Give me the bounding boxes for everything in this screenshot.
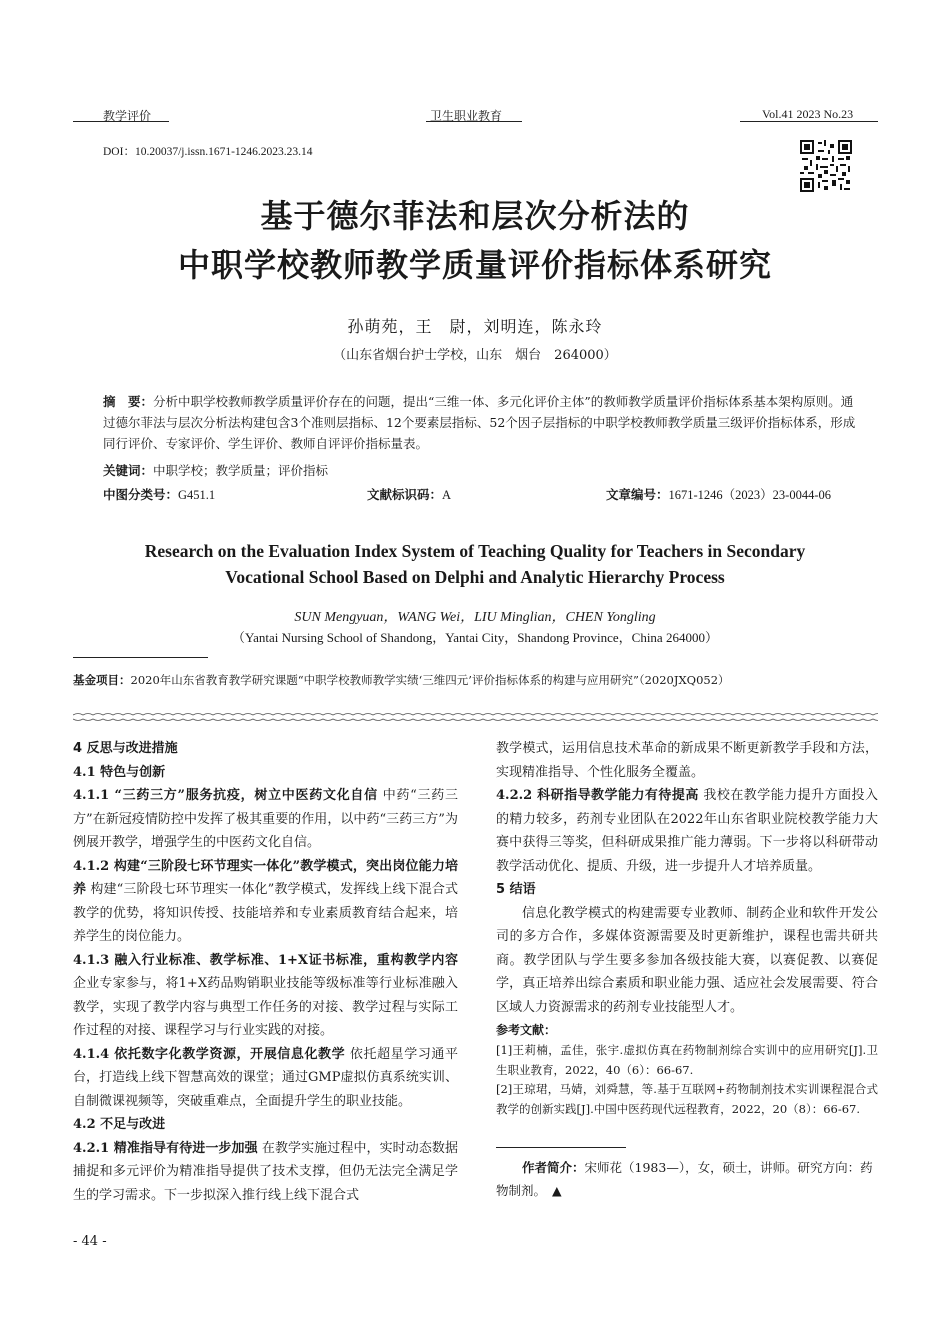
english-title-line2: Vocational School Based on Delphi and Analytic Hierarchy Process: [225, 567, 725, 587]
art-label: 文章编号：: [606, 487, 669, 502]
end-mark-icon: ▲: [552, 1183, 562, 1198]
header-rule-right: [740, 121, 878, 122]
body-4-2-1: 在教学实施过程中，实时动态数据捕捉和多元评价为精准指导提供了技术支撑，但仍无法完全满足学生的学习需求。下一步拟深入推行线上线下混合式: [73, 1140, 458, 1203]
fund-rule: [73, 657, 208, 658]
fund-label: 基金项目：: [73, 673, 131, 687]
abstract-label: 摘 要：: [103, 394, 154, 409]
left-column: [73, 737, 458, 1207]
paper-title-line2: 中职学校教师教学质量评价指标体系研究: [177, 246, 772, 284]
paragraph-continued: 教学模式，运用信息技术革命的新成果不断更新教学手段和方法，实现精准指导、个性化服务全覆盖。: [496, 741, 878, 780]
author-list: 孙萌苑，王 尉，刘明连，陈永玲: [347, 317, 603, 336]
clc-label: 中图分类号：: [103, 487, 179, 502]
author-note: [496, 1156, 878, 1202]
running-header-section: 教学评价: [103, 109, 152, 123]
author-note-label: 作者简介：: [522, 1160, 585, 1175]
clc-number: [103, 485, 215, 503]
heading-4-1-4: 4.1.4 依托数字化教学资源，开展信息化教学: [73, 1046, 346, 1062]
doc-value: A: [442, 488, 452, 502]
body-4-2-2: 我校在教学能力提升方面投入的精力较多，药剂专业团队在2022年山东省职业院校教学能力大赛中获得三等奖，但科研成果推广能力薄弱。下一步将以科研带动教学活动优化、提质、升级，进一步提升人才培养质量。: [496, 788, 878, 874]
keywords-label: 关键词：: [103, 463, 154, 478]
paragraph-4-1-3: [73, 949, 458, 1043]
author-note-rule: [496, 1147, 626, 1148]
section-heading-4: 4 反思与改进措施: [73, 741, 178, 756]
section-heading-5: 5 结语: [496, 882, 536, 897]
wavy-divider: [73, 712, 878, 722]
english-title: [0, 538, 950, 590]
document-code: [367, 485, 451, 503]
right-column: [496, 737, 878, 1119]
subsection-heading-4-2: 4.2 不足与改进: [73, 1117, 166, 1132]
paragraph-4-1-4: [73, 1043, 458, 1114]
body-4-1-2: 构建“三阶段七环节理实一体化”教学模式，发挥线上线下混合式教学的优势，将知识传授、技能培养和专业素质教育结合起来，培养学生的岗位能力。: [73, 882, 458, 944]
paragraph-4-1-1: [73, 784, 458, 855]
heading-4-2-1: 4.2.1 精准指导有待进一步加强: [73, 1140, 258, 1156]
body-4-1-4: 依托超星学习通平台，打造线上线下智慧高效的课堂；通过GMP虚拟仿真系统实训、自制微课视频等，突破重难点，全面提升学生的职业技能。: [73, 1046, 458, 1109]
english-authors: SUN Mengyuan，WANG Wei，LIU Minglian，CHEN Yongling: [294, 610, 656, 625]
heading-4-2-2: 4.2.2 科研指导教学能力有待提高: [496, 788, 699, 803]
paragraph-4-2-2: [496, 784, 878, 878]
paragraph-4-1-2: [73, 855, 458, 949]
heading-4-1-2: 4.1.2 构建“三阶段七环节理实一体化”教学模式，突出岗位能力培养: [73, 858, 458, 897]
english-affiliation: （Yantai Nursing School of Shandong，Yantai City，Shandong Province，China 264000）: [232, 630, 718, 645]
running-header-journal: 卫生职业教育: [430, 109, 503, 123]
paragraph-5: 信息化教学模式的构建需要专业教师、制药企业和软件开发公司的多方合作，多媒体资源需要及时更新维护，课程也需共研共商。教学团队与学生要多参加各级技能大赛，以赛促教、以赛促学，真正培养出综合素质和职业能力强、适应社会发展需要、符合区域人力资源需求的药剂专业技能型人才。: [496, 905, 878, 1015]
abstract: [103, 391, 863, 454]
article-number: [606, 485, 831, 503]
affiliation: （山东省烟台护士学校，山东 烟台 264000）: [333, 348, 617, 363]
body-4-1-1: 中药“三药三方”在新冠疫情防控中发挥了极其重要的作用，以中药“三药三方”为例展开教学，增强学生的中医药文化自信。: [73, 788, 458, 850]
subsection-heading-4-1: 4.1 特色与创新: [73, 764, 166, 780]
fund-note: [73, 672, 873, 688]
header-rule-center: [426, 121, 522, 122]
body-4-1-3: 企业专家参与，将1+X药品购销职业技能等级标准等行业标准融入教学，实现了教学内容与典型工作任务的对接、教学过程与实际工作过程的对接、课程学习与行业实践的对接。: [73, 976, 458, 1038]
english-title-line1: Research on the Evaluation Index System of Teaching Quality for Teachers in Secondary: [144, 541, 806, 561]
page-number: - 44 -: [73, 1234, 107, 1249]
doi: DOI：10.20037/j.issn.1671-1246.2023.23.14: [103, 146, 313, 158]
paragraph-4-2-1: [73, 1137, 458, 1208]
references-heading: 参考文献：: [496, 1023, 557, 1037]
qr-code-icon: [800, 140, 852, 192]
reference-1: [1]王莉楠，孟佳，张宇.虚拟仿真在药物制剂综合实训中的应用研究[J].卫生职业教育，2022，40（6）：66-67.: [496, 1043, 878, 1077]
keywords-text: 中职学校；教学质量；评价指标: [153, 463, 329, 478]
header-rule-left: [73, 121, 169, 122]
heading-4-1-3: 4.1.3 融入行业标准、教学标准、1+X证书标准，重构教学内容: [73, 952, 458, 968]
reference-2: [2]王琼珺，马婧，刘舜慧，等.基于互联网+药物制剂技术实训课程混合式教学的创新实践[J].中国中医药现代远程教育，2022，20（8）：66-67.: [496, 1082, 878, 1116]
doc-label: 文献标识码：: [367, 487, 443, 502]
running-header-volume: Vol.41 2023 No.23: [762, 107, 854, 121]
abstract-text: 分析中职学校教师教学质量评价存在的问题，提出“三维一体、多元化评价主体”的教师教学质量评价指标体系基本架构原则。通过德尔菲法与层次分析法构建包含3个准则层指标、12个要素层指标、52个因子层指标的中职学校教师教学质量三级评价指标体系，形成同行评价、专家评价、学生评价、教师自评评价指标量表。: [103, 394, 856, 451]
art-value: 1671-1246（2023）23-0044-06: [668, 488, 832, 502]
keywords: [103, 461, 328, 479]
heading-4-1-1: 4.1.1 “三药三方”服务抗疫，树立中医药文化自信: [73, 788, 378, 803]
fund-text: 2020年山东省教育教学研究课题“中职学校教师教学实绩‘三维四元’评价指标体系的构建与应用研究”（2020JXQ052）: [130, 673, 730, 687]
author-note-text: 宋师花（1983—），女，硕士，讲师。研究方向：药物制剂。: [496, 1160, 873, 1198]
paper-title-line1: 基于德尔菲法和层次分析法的: [260, 197, 690, 235]
clc-value: G451.1: [178, 488, 216, 502]
